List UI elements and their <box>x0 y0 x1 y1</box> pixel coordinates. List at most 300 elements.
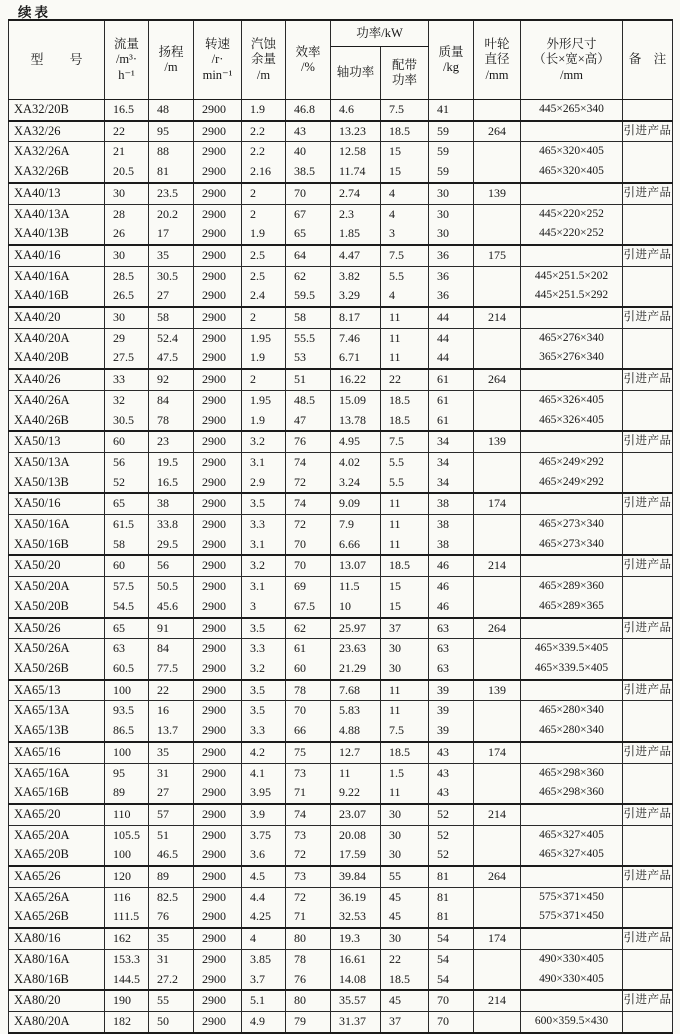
cell-efficiency: 80 <box>286 928 331 949</box>
cell-speed: 2900 <box>194 597 242 618</box>
cell-impeller-dia <box>474 887 521 907</box>
cell-efficiency: 69 <box>286 577 331 597</box>
cell-dimensions: 465×249×292 <box>521 452 623 472</box>
table-row <box>9 100 673 121</box>
cell-speed: 2900 <box>194 639 242 659</box>
cell-speed: 2900 <box>194 742 242 763</box>
cell-speed: 2900 <box>194 866 242 887</box>
cell-impeller-dia <box>474 100 521 121</box>
cell-model: XA40/16A <box>9 266 105 286</box>
cell-model: XA40/13B <box>9 224 105 245</box>
cell-rated-power: 5.5 <box>381 266 429 286</box>
col-header-impeller-dia: 叶轮 直径 /mm <box>474 20 521 100</box>
cell-rated-power: 15 <box>381 142 429 162</box>
cell-head: 76 <box>149 907 194 928</box>
table-row <box>9 224 673 245</box>
cell-flow: 26 <box>105 224 149 245</box>
cell-speed: 2900 <box>194 555 242 576</box>
cell-impeller-dia <box>474 224 521 245</box>
cell-dimensions: 465×327×405 <box>521 845 623 866</box>
cell-head: 22 <box>149 680 194 701</box>
cell-head: 35 <box>149 742 194 763</box>
cell-shaft-power: 3.29 <box>331 286 381 307</box>
cell-flow: 30.5 <box>105 411 149 432</box>
cell-dimensions: 465×326×405 <box>521 390 623 410</box>
cell-dimensions: 465×339.5×405 <box>521 659 623 680</box>
cell-flow: 30 <box>105 307 149 328</box>
table-row <box>9 825 673 845</box>
cell-rated-power: 7.5 <box>381 431 429 452</box>
cell-model: XA80/20A <box>9 1011 105 1032</box>
table-row <box>9 970 673 991</box>
cell-remark <box>623 701 673 721</box>
cell-flow: 28 <box>105 204 149 224</box>
cell-speed: 2900 <box>194 990 242 1011</box>
cell-shaft-power: 4.02 <box>331 452 381 472</box>
table-row <box>9 307 673 328</box>
cell-head: 91 <box>149 618 194 639</box>
table-row <box>9 618 673 639</box>
cell-model: XA32/26 <box>9 121 105 142</box>
cell-flow: 22 <box>105 121 149 142</box>
cell-flow: 182 <box>105 1011 149 1032</box>
cell-impeller-dia: 175 <box>474 245 521 266</box>
col-header-shaft-power: 轴功率 <box>331 47 381 100</box>
cell-remark <box>623 783 673 804</box>
cell-head: 56 <box>149 555 194 576</box>
cell-shaft-power: 11.5 <box>331 577 381 597</box>
cell-mass: 59 <box>429 162 474 183</box>
cell-head: 78 <box>149 411 194 432</box>
cell-speed: 2900 <box>194 721 242 742</box>
cell-efficiency: 70 <box>286 535 331 556</box>
col-header-npsh: 汽蚀 余量 /m <box>242 20 286 100</box>
cell-flow: 60 <box>105 431 149 452</box>
cell-npsh: 2.16 <box>242 162 286 183</box>
cell-mass: 43 <box>429 763 474 783</box>
cell-dimensions: 465×280×340 <box>521 701 623 721</box>
cell-impeller-dia: 214 <box>474 990 521 1011</box>
cell-mass: 52 <box>429 804 474 825</box>
cell-model: XA50/16A <box>9 515 105 535</box>
cell-flow: 63 <box>105 639 149 659</box>
cell-model: XA80/20 <box>9 990 105 1011</box>
cell-model: XA40/16 <box>9 245 105 266</box>
cell-mass: 44 <box>429 307 474 328</box>
table-row <box>9 1011 673 1032</box>
cell-efficiency: 72 <box>286 845 331 866</box>
cell-speed: 2900 <box>194 659 242 680</box>
cell-shaft-power: 7.9 <box>331 515 381 535</box>
cell-shaft-power: 23.07 <box>331 804 381 825</box>
cell-impeller-dia: 264 <box>474 121 521 142</box>
cell-rated-power: 30 <box>381 639 429 659</box>
cell-mass: 52 <box>429 825 474 845</box>
cell-impeller-dia <box>474 597 521 618</box>
cell-mass: 46 <box>429 555 474 576</box>
table-row <box>9 328 673 348</box>
cell-impeller-dia <box>474 452 521 472</box>
cell-remark <box>623 597 673 618</box>
cell-flow: 57.5 <box>105 577 149 597</box>
cell-efficiency: 43 <box>286 121 331 142</box>
cell-flow: 153.3 <box>105 949 149 969</box>
cell-head: 84 <box>149 390 194 410</box>
table-row <box>9 183 673 204</box>
cell-rated-power: 30 <box>381 928 429 949</box>
cell-speed: 2900 <box>194 783 242 804</box>
cell-speed: 2900 <box>194 286 242 307</box>
cell-impeller-dia <box>474 348 521 369</box>
cell-remark <box>623 845 673 866</box>
cell-dimensions: 600×359.5×430 <box>521 1011 623 1032</box>
cell-dimensions: 465×339.5×405 <box>521 639 623 659</box>
col-header-mass: 质量 /kg <box>429 20 474 100</box>
cell-mass: 70 <box>429 990 474 1011</box>
cell-impeller-dia <box>474 783 521 804</box>
cell-model: XA65/13B <box>9 721 105 742</box>
cell-npsh: 4.1 <box>242 763 286 783</box>
cell-dimensions: 490×330×405 <box>521 949 623 969</box>
cell-model: XA40/20B <box>9 348 105 369</box>
cell-head: 27 <box>149 783 194 804</box>
cell-flow: 120 <box>105 866 149 887</box>
cell-model: XA65/26 <box>9 866 105 887</box>
cell-speed: 2900 <box>194 307 242 328</box>
cell-model: XA32/26A <box>9 142 105 162</box>
cell-mass: 34 <box>429 452 474 472</box>
cell-efficiency: 53 <box>286 348 331 369</box>
cell-mass: 46 <box>429 597 474 618</box>
table-row <box>9 659 673 680</box>
cell-head: 35 <box>149 245 194 266</box>
cell-model: XA50/26A <box>9 639 105 659</box>
cell-efficiency: 62 <box>286 618 331 639</box>
cell-npsh: 1.9 <box>242 224 286 245</box>
cell-npsh: 3.6 <box>242 845 286 866</box>
cell-flow: 28.5 <box>105 266 149 286</box>
cell-mass: 54 <box>429 928 474 949</box>
cell-head: 27 <box>149 286 194 307</box>
col-header-head: 扬程 /m <box>149 20 194 100</box>
cell-impeller-dia <box>474 763 521 783</box>
cell-head: 84 <box>149 639 194 659</box>
cell-npsh: 3.9 <box>242 804 286 825</box>
cell-efficiency: 72 <box>286 887 331 907</box>
cell-shaft-power: 20.08 <box>331 825 381 845</box>
cell-remark <box>623 162 673 183</box>
cell-speed: 2900 <box>194 245 242 266</box>
cell-flow: 21 <box>105 142 149 162</box>
cell-remark: 引进产品 <box>623 928 673 949</box>
cell-efficiency: 71 <box>286 783 331 804</box>
cell-speed: 2900 <box>194 431 242 452</box>
cell-impeller-dia: 139 <box>474 680 521 701</box>
cell-efficiency: 58 <box>286 307 331 328</box>
cell-rated-power: 7.5 <box>381 721 429 742</box>
cell-remark: 引进产品 <box>623 431 673 452</box>
cell-remark <box>623 411 673 432</box>
cell-flow: 110 <box>105 804 149 825</box>
cell-mass: 38 <box>429 493 474 514</box>
cell-remark: 引进产品 <box>623 742 673 763</box>
cell-impeller-dia <box>474 535 521 556</box>
cell-speed: 2900 <box>194 390 242 410</box>
cell-impeller-dia <box>474 328 521 348</box>
cell-model: XA65/16A <box>9 763 105 783</box>
cell-mass: 30 <box>429 204 474 224</box>
cell-efficiency: 51 <box>286 369 331 390</box>
cell-model: XA80/16 <box>9 928 105 949</box>
cell-dimensions <box>521 866 623 887</box>
cell-mass: 63 <box>429 659 474 680</box>
cell-head: 51 <box>149 825 194 845</box>
cell-speed: 2900 <box>194 183 242 204</box>
cell-remark <box>623 639 673 659</box>
cell-head: 89 <box>149 866 194 887</box>
cell-flow: 190 <box>105 990 149 1011</box>
cell-rated-power: 45 <box>381 907 429 928</box>
cell-mass: 61 <box>429 411 474 432</box>
cell-shaft-power: 1.85 <box>331 224 381 245</box>
cell-remark: 引进产品 <box>623 245 673 266</box>
cell-mass: 54 <box>429 970 474 991</box>
cell-npsh: 2 <box>242 307 286 328</box>
cell-head: 46.5 <box>149 845 194 866</box>
col-header-speed: 转速 /r· min⁻¹ <box>194 20 242 100</box>
cell-speed: 2900 <box>194 100 242 121</box>
cell-shaft-power: 12.58 <box>331 142 381 162</box>
cell-dimensions: 445×220×252 <box>521 224 623 245</box>
cell-dimensions: 445×220×252 <box>521 204 623 224</box>
cell-npsh: 3.5 <box>242 680 286 701</box>
cell-npsh: 1.9 <box>242 100 286 121</box>
cell-remark <box>623 390 673 410</box>
cell-dimensions <box>521 990 623 1011</box>
cell-shaft-power: 39.84 <box>331 866 381 887</box>
cell-model: XA65/20 <box>9 804 105 825</box>
cell-remark <box>623 142 673 162</box>
cell-npsh: 4.9 <box>242 1011 286 1032</box>
cell-efficiency: 60 <box>286 659 331 680</box>
cell-mass: 81 <box>429 866 474 887</box>
cell-head: 50 <box>149 1011 194 1032</box>
cell-remark <box>623 721 673 742</box>
cell-dimensions: 465×273×340 <box>521 515 623 535</box>
cell-rated-power: 7.5 <box>381 245 429 266</box>
cell-head: 31 <box>149 949 194 969</box>
cell-efficiency: 80 <box>286 990 331 1011</box>
cell-dimensions: 445×251.5×202 <box>521 266 623 286</box>
cell-model: XA65/16B <box>9 783 105 804</box>
table-row <box>9 121 673 142</box>
page-title: 续表 <box>18 5 51 20</box>
cell-npsh: 3.85 <box>242 949 286 969</box>
cell-shaft-power: 3.82 <box>331 266 381 286</box>
cell-impeller-dia: 214 <box>474 804 521 825</box>
cell-shaft-power: 13.78 <box>331 411 381 432</box>
cell-remark <box>623 763 673 783</box>
table-row <box>9 411 673 432</box>
cell-speed: 2900 <box>194 328 242 348</box>
cell-mass: 36 <box>429 266 474 286</box>
cell-rated-power: 37 <box>381 618 429 639</box>
cell-model: XA32/20B <box>9 100 105 121</box>
cell-mass: 38 <box>429 535 474 556</box>
cell-rated-power: 37 <box>381 1011 429 1032</box>
cell-mass: 63 <box>429 639 474 659</box>
cell-impeller-dia <box>474 659 521 680</box>
cell-shaft-power: 4.95 <box>331 431 381 452</box>
cell-dimensions: 465×289×360 <box>521 577 623 597</box>
cell-shaft-power: 36.19 <box>331 887 381 907</box>
cell-flow: 20.5 <box>105 162 149 183</box>
table-row <box>9 763 673 783</box>
cell-model: XA50/20A <box>9 577 105 597</box>
cell-efficiency: 66 <box>286 721 331 742</box>
cell-shaft-power: 6.66 <box>331 535 381 556</box>
cell-remark: 引进产品 <box>623 990 673 1011</box>
cell-dimensions: 465×320×405 <box>521 142 623 162</box>
cell-remark: 引进产品 <box>623 183 673 204</box>
cell-rated-power: 30 <box>381 845 429 866</box>
cell-dimensions <box>521 555 623 576</box>
cell-efficiency: 65 <box>286 224 331 245</box>
cell-dimensions <box>521 431 623 452</box>
cell-shaft-power: 7.68 <box>331 680 381 701</box>
cell-mass: 36 <box>429 286 474 307</box>
col-header-remark: 备 注 <box>623 20 673 100</box>
cell-mass: 36 <box>429 245 474 266</box>
cell-impeller-dia: 174 <box>474 742 521 763</box>
cell-head: 23 <box>149 431 194 452</box>
cell-efficiency: 78 <box>286 680 331 701</box>
cell-flow: 144.5 <box>105 970 149 991</box>
cell-impeller-dia <box>474 473 521 494</box>
table-row <box>9 783 673 804</box>
cell-impeller-dia <box>474 639 521 659</box>
cell-remark: 引进产品 <box>623 307 673 328</box>
cell-shaft-power: 10 <box>331 597 381 618</box>
cell-remark <box>623 224 673 245</box>
cell-npsh: 3.1 <box>242 452 286 472</box>
cell-flow: 65 <box>105 493 149 514</box>
table-row <box>9 597 673 618</box>
cell-shaft-power: 35.57 <box>331 990 381 1011</box>
cell-impeller-dia: 139 <box>474 183 521 204</box>
cell-efficiency: 61 <box>286 639 331 659</box>
cell-rated-power: 18.5 <box>381 742 429 763</box>
cell-speed: 2900 <box>194 493 242 514</box>
cell-flow: 100 <box>105 742 149 763</box>
cell-impeller-dia <box>474 577 521 597</box>
cell-speed: 2900 <box>194 907 242 928</box>
cell-model: XA40/13 <box>9 183 105 204</box>
cell-mass: 39 <box>429 680 474 701</box>
cell-rated-power: 11 <box>381 328 429 348</box>
cell-head: 48 <box>149 100 194 121</box>
cell-efficiency: 64 <box>286 245 331 266</box>
cell-impeller-dia: 214 <box>474 555 521 576</box>
cell-impeller-dia: 174 <box>474 493 521 514</box>
cell-shaft-power: 9.09 <box>331 493 381 514</box>
cell-shaft-power: 12.7 <box>331 742 381 763</box>
cell-dimensions <box>521 804 623 825</box>
cell-npsh: 3.5 <box>242 701 286 721</box>
cell-speed: 2900 <box>194 763 242 783</box>
cell-efficiency: 76 <box>286 431 331 452</box>
cell-efficiency: 76 <box>286 970 331 991</box>
cell-model: XA40/20A <box>9 328 105 348</box>
cell-rated-power: 7.5 <box>381 100 429 121</box>
cell-rated-power: 11 <box>381 535 429 556</box>
cell-npsh: 2.5 <box>242 266 286 286</box>
cell-model: XA65/26B <box>9 907 105 928</box>
cell-model: XA80/16A <box>9 949 105 969</box>
cell-npsh: 2.9 <box>242 473 286 494</box>
cell-model: XA50/16B <box>9 535 105 556</box>
cell-efficiency: 47 <box>286 411 331 432</box>
cell-remark <box>623 348 673 369</box>
cell-remark <box>623 328 673 348</box>
cell-impeller-dia <box>474 907 521 928</box>
cell-remark <box>623 266 673 286</box>
cell-flow: 93.5 <box>105 701 149 721</box>
cell-remark <box>623 204 673 224</box>
cell-npsh: 4.4 <box>242 887 286 907</box>
cell-dimensions: 465×327×405 <box>521 825 623 845</box>
cell-mass: 81 <box>429 887 474 907</box>
cell-rated-power: 30 <box>381 659 429 680</box>
cell-shaft-power: 32.53 <box>331 907 381 928</box>
cell-rated-power: 1.5 <box>381 763 429 783</box>
cell-flow: 86.5 <box>105 721 149 742</box>
cell-efficiency: 59.5 <box>286 286 331 307</box>
col-header-model: 型 号 <box>9 20 105 100</box>
cell-rated-power: 18.5 <box>381 121 429 142</box>
table-row <box>9 473 673 494</box>
cell-dimensions: 465×326×405 <box>521 411 623 432</box>
cell-dimensions <box>521 307 623 328</box>
cell-remark: 引进产品 <box>623 555 673 576</box>
cell-npsh: 3.1 <box>242 535 286 556</box>
cell-model: XA50/13A <box>9 452 105 472</box>
cell-rated-power: 4 <box>381 183 429 204</box>
cell-dimensions <box>521 245 623 266</box>
cell-remark <box>623 473 673 494</box>
table-row <box>9 577 673 597</box>
cell-rated-power: 18.5 <box>381 970 429 991</box>
cell-npsh: 4 <box>242 928 286 949</box>
cell-shaft-power: 5.83 <box>331 701 381 721</box>
cell-impeller-dia <box>474 266 521 286</box>
cell-dimensions: 465×320×405 <box>521 162 623 183</box>
cell-shaft-power: 4.47 <box>331 245 381 266</box>
cell-head: 82.5 <box>149 887 194 907</box>
cell-speed: 2900 <box>194 162 242 183</box>
cell-impeller-dia: 174 <box>474 928 521 949</box>
cell-mass: 30 <box>429 183 474 204</box>
col-header-power-group: 功率/kW <box>331 20 429 47</box>
cell-speed: 2900 <box>194 535 242 556</box>
cell-model: XA50/20 <box>9 555 105 576</box>
cell-head: 52.4 <box>149 328 194 348</box>
cell-speed: 2900 <box>194 142 242 162</box>
cell-npsh: 2.5 <box>242 245 286 266</box>
cell-impeller-dia <box>474 411 521 432</box>
table-row <box>9 493 673 514</box>
cell-impeller-dia <box>474 845 521 866</box>
